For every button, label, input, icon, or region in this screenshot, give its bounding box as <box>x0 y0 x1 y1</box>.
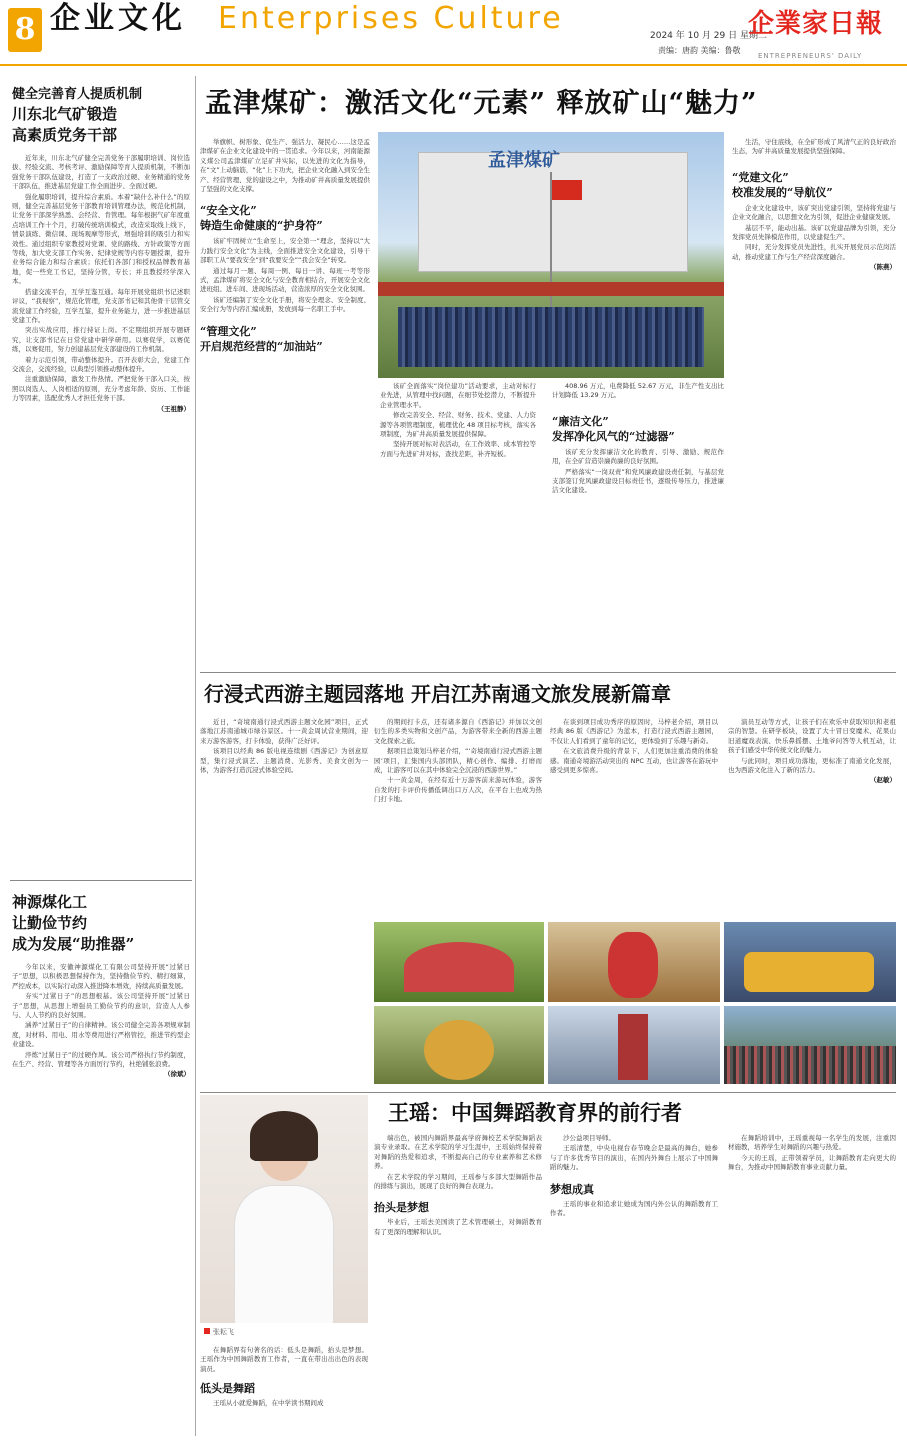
left1-headline-1: 健全完善育人提质机制 <box>12 87 143 102</box>
left1-headline-3: 高素质党务干部 <box>12 126 118 144</box>
middle-col4-para-2: 与此同时，项目成功落地，更标准了南通文化发展，也为西游文化注入了新的活力。 <box>728 756 896 775</box>
top-col3b-para-2: 严格落实“一岗双责”和党风廉政建设责任制，与基层党支部签订党风廉政建设目标责任书，逐级传导压力，推进廉洁文化建设。 <box>552 467 724 495</box>
top-sub3: “廉洁文化” <box>552 414 609 428</box>
bottom-headline: 王瑶：中国舞蹈教育界的前行者 <box>388 1100 682 1125</box>
park-photo-6 <box>724 1006 896 1084</box>
top-col-3 <box>552 382 724 497</box>
left1-para-3: 搭建交流平台，互学互鉴互通。每年开展党组织书记述职评议，“我视察”，规范化管理，党支部书记和其他骨干层管交流党建工作经验，互学互鉴，提升业务能力，进一步推进基层党建工作。 <box>12 287 190 324</box>
header-divider <box>0 64 907 66</box>
middle-col-1 <box>200 718 368 776</box>
top-col-2 <box>380 382 536 460</box>
top-col4-para: 生活，守住底线，在全矿形成了风清气正的良好政治生态，为矿井高质量发展提供坚强保障。 <box>732 138 896 156</box>
top-col2-para-3: 坚持开展对标对表活动，在工作效率、成本管控等方面与先进矿井对标，查找差距，补齐短板。 <box>380 440 536 458</box>
bottom-col-1 <box>200 1346 368 1410</box>
caption-marker-icon <box>204 1328 210 1334</box>
top-col2-para-2: 修改完善安全、经营、财务、技术、党建、人力资源等各项管理制度，梳理优化 48 项目标考核，落实各项制度，为矿井高质量发展提供保障。 <box>380 411 536 439</box>
left2-para-4: 淬炼“过紧日子”的过硬作风。该公司严格执行节约制度，在生产、经营、管理等各方面厉行节约，杜绝铺张浪费。 <box>12 1050 190 1069</box>
top-col4b-para-1: 企业文化建设中，该矿突出党建引领，坚持将党建与企业文化融合，以思想文化为引领，促进企业健康发展。 <box>732 203 896 222</box>
top-sub1: “安全文化” <box>200 204 257 218</box>
issue-date: 2024 年 10 月 29 日 星期二 <box>650 31 767 41</box>
left1-author: （王祖静） <box>157 404 190 413</box>
left2-para-1: 今年以来，安徽神源煤化工有限公司坚持开展“过紧日子”思想，以积极思想保持作为，坚持勤俭节约、精打细算，严控成本，以实际行动深入推进降本增效，持续高质量发展。 <box>12 963 190 990</box>
bottom-col-3 <box>550 1134 718 1219</box>
bottom-col3-para-1: 沙公益项目导师。 <box>563 1134 615 1142</box>
left-article-2 <box>12 892 190 1080</box>
top-sub4b: 校准发展的“导航仪” <box>732 185 833 199</box>
left2-author: （徐斌） <box>164 1070 190 1079</box>
bottom-col2-para-1: 端出色，被国内舞蹈界最高学府舞校艺术学院舞蹈表演专业录取。在艺术学院的学习生涯中，王瑶始终保持着对舞蹈的热爱和追求，不断提高自己的专业素养和艺术修养。 <box>374 1134 542 1171</box>
top-sub2: “管理文化” <box>200 324 257 338</box>
portrait-caption: 张耘飞 <box>213 1328 234 1336</box>
middle-col1-para-2: 该项目以经典 86 版电视连续剧《西游记》为创意原型，集行浸式演艺、主题消费、光影秀、美食文创为一体，为游客打造沉浸式体验空间。 <box>200 747 368 775</box>
top-col3-para: 408.96 万元，电费降低 52.67 万元，非生产性支出比计划降低 13.29 万元。 <box>552 382 724 400</box>
left-divider <box>10 880 192 881</box>
page-number: 8 <box>14 12 36 48</box>
newspaper-logo-en: ENTREPRENEURS' DAILY <box>758 52 863 60</box>
top-col1b-para-1: 该矿牢固树立“生命至上，安全第一”理念，坚持以“大力践行安全文化”为主线，全面推进安全文化建设，引导干部职工从“要我安全”到“我要安全”“我会安全”转变。 <box>200 237 370 265</box>
bottom-sub3: 梦想成真 <box>550 1182 594 1196</box>
park-photo-4 <box>374 1006 544 1084</box>
top-sub4: “党建文化” <box>732 170 789 184</box>
park-photo-2 <box>548 922 720 1002</box>
left2-headline-2: 让勤俭节约 <box>12 914 88 932</box>
left-article-1 <box>12 86 190 414</box>
left1-para-4: 突出实战应用，推行持证上岗。不定期组织开展专题研究，让支部书记在日常党建中研学研用。以赛促学，以赛促练，以赛促用，努力创建基层党支部建设的工作机制。 <box>12 326 190 354</box>
top-divider <box>200 672 896 673</box>
middle-col-4 <box>728 718 896 786</box>
left1-para-5: 着力示范引领，带动整体提升。召开表彰大会，党建工作交流会，交流经验，以典型引领推动整体提升。 <box>12 355 190 373</box>
left1-para-1: 近年来，川东北气矿健全完善党务干部履职培训、岗位选拔、经验交流、考核考评、激励保障等育人提质机制，不断加强党务干部队伍建设，打造了一支政治过硬、业务精通的党务干部队伍，推进基层党建工作全面进步、全面过硬。 <box>12 154 190 191</box>
bottom-col-2 <box>374 1134 542 1238</box>
middle-col-2 <box>374 718 542 806</box>
column-divider <box>195 76 196 1436</box>
portrait-caption-wrap <box>204 1328 234 1337</box>
park-photo-1 <box>374 922 544 1002</box>
bottom-col3-para-2: 王瑶清楚，中央电视台春节晚会是最高的舞台，她参与了许多优秀节目的演出，在国内外舞台上展示了中国舞蹈的魅力。 <box>550 1144 718 1172</box>
bottom-sub1: 低头是舞蹈 <box>200 1382 255 1396</box>
left1-headline-2: 川东北气矿锻造 <box>12 105 118 123</box>
middle-col4-para-1: 演员互动等方式，让孩子们在欢乐中获取知识和老祖宗的智慧。在研学板块，设置了大十冒日变魔术、花果山旧道魔戏表演、快乐鼻摇摆、土地爷问答等人机互动，让孩子们感受中华传统文化的魅力。 <box>728 718 896 755</box>
top-author: （陈燕） <box>870 263 896 272</box>
top-col-4 <box>732 138 896 273</box>
middle-headline: 行浸式西游主题园落地 开启江苏南通文旅发展新篇章 <box>204 682 671 706</box>
top-col1b-para-3: 该矿还编制了安全文化手册，将安全理念、安全制度、安全行为等内容汇编成册，发放到每一名职工手中。 <box>200 295 370 314</box>
middle-col3-para-2: 在文旅消费升级的背景下，人们更加注重消费的体验感。南通奇境游活动突出的 NPC 互动，也让游客在游玩中感受到更多惊喜。 <box>550 747 718 775</box>
top-sub2b: 开启规范经营的“加油站” <box>200 339 323 353</box>
top-col4b-para-3: 同时，充分发挥党员先进性，扎实开展党员示范岗活动，推动党建工作与生产经营深度融合。 <box>732 243 896 261</box>
bottom-sub2: 抬头是梦想 <box>374 1201 429 1215</box>
top-col-1 <box>200 138 370 354</box>
mine-photo-sign: 孟津煤矿 <box>488 150 560 171</box>
editors-line: 责编：唐韵 美编：鲁敬 <box>658 46 741 55</box>
bottom-col4-para-1: 在舞蹈培训中，王瑶重视每一名学生的发展，注重因材施教，培养学生对舞蹈的兴趣与热爱。 <box>728 1134 896 1152</box>
middle-col2-para-2: 据项目总策划马梓老介绍，“‘奇境南通行浸式西游主题园’项目，汇集国内头部团队，精心创作、编排、打磨而成，让游客可以在其中体验完全沉浸的西游世界。” <box>374 747 542 775</box>
theme-park-photo-grid <box>374 922 896 1084</box>
left1-para-6: 注重激励保障，激发工作热情。严把党务干部入口关，按照以岗选人、人岗相适的原则，充分考虑年龄、资历、工作能力等因素，选配优秀人才担任党务干部。 <box>12 375 190 403</box>
middle-col3-para-1: 在谈到项目成功秀序的原因时，马梓老介绍，项目以经典 86 版《西游记》为蓝本，打造行浸式西游主题园，不仅让人们看到了童年的记忆，更体验到了乐趣与新奇。 <box>550 718 718 745</box>
left2-para-3: 涵养“过紧日子”的自律精神。该公司健全完善各项规章制度，对材料、用电、用水等费用进行严格管控，推进节约型企业建设。 <box>12 1021 190 1049</box>
top-headline: 孟津煤矿：激活文化“元素” 释放矿山“魅力” <box>205 88 758 119</box>
section-title-cn: 企业文化 <box>50 1 186 36</box>
bottom-col1b-para: 王瑶从小就爱舞蹈，在中学读书期间成 <box>213 1399 324 1408</box>
bottom-col-4 <box>728 1134 896 1174</box>
top-col2-para-1: 该矿全面落实“岗位建功”活动要求，主动对标行业先进，从管理中找问题，在细节处挖潜力，不断提升企业管理水平。 <box>380 382 536 409</box>
bottom-col4-para-2: 今天的王瑶，正带领着学员，让舞蹈教育走向更大的舞台，为推动中国舞蹈教育事业贡献力量。 <box>728 1153 896 1172</box>
mine-flag-ceremony-photo <box>378 132 724 378</box>
bottom-col2b-para: 毕业后，王瑶去美国读了艺术管理硕士，对舞蹈教育有了更深的理解和认识。 <box>374 1218 542 1236</box>
top-col1-para: 举旗帜、树形象、促生产、强活力、凝民心……这是孟津煤矿在企业文化建设中的一贯追求。今年以来，河南能源义煤公司孟津煤矿立足矿井实际，以先进的文化为指导，在“文”上动脑筋，“化”上下功夫，把企业文化融入到安全生产、经营管理、党的建设之中，为推动矿井高质量发展提供了坚强的文化支撑。 <box>200 138 370 194</box>
top-sub1b: 铸造生命健康的“护身符” <box>200 219 323 233</box>
middle-col2-para-1: 的期间打卡点，还有诸多源自《西游记》并加以文创衍生的多类实物和文创产品，为游客带来全新的西游主题文化探索之旅。 <box>374 718 542 745</box>
park-photo-5 <box>548 1006 720 1084</box>
portrait-photo <box>200 1095 368 1323</box>
bottom-col1-para: 在舞蹈界有句著名的话：低头是舞蹈，抬头是梦想。王瑶作为中国舞蹈教育工作者，一直在带出出出色的表现演员。 <box>200 1346 368 1373</box>
section-title-en: Enterprises Culture <box>218 1 564 36</box>
top-col1b-para-2: 通过每月一题、每周一例、每日一讲、每班一考等形式，孟津煤矿将安全文化与安全教育相结合，开展安全文化进班组、进车间、进现场活动，营造浓厚的安全文化氛围。 <box>200 266 370 294</box>
left1-para-2: 强化履职培训，提升综合素质。本着“缺什么补什么”的原则，健全完善基层党务干部教育培训管理办法，规范化机制，让党务干部深学熟悉、会经营、肯管理。每年根据气矿年度重点培训工作十个月，打破传统培训模式，改造采取线上线下，情景演练、微信课、现场观摩等形式，增强培训的吸引力和实效性。通过组织专家教授对党课、党的路线、方针政策等方面等线，加大党支部工作实务、纪律党规等内容专题授课，提升业务综合能力和综合素质；依托们各部门和授权品牌教育基地，促一些党工书记，坚持分管，专长；并且教授经学深入本。 <box>12 192 190 286</box>
middle-author: （赵敏） <box>870 776 896 785</box>
left2-headline-3: 成为发展“助推器” <box>12 935 135 953</box>
top-col4b-para-2: 基层不平，能动出基。该矿以党建品牌为引领，充分发挥党员先锋模范作用，以党建促生产。 <box>732 223 896 242</box>
bottom-col2-para-2: 在艺术学院的学习期间，王瑶参与多部大型舞蹈作品的排练与演出，展现了良好的舞台表现力。 <box>374 1172 542 1191</box>
middle-col1-para-1: 近日，“奇境南通行浸式西游主题文化园”项目，正式落地江苏南通城市绿谷景区。十一黄金周试营业期间，迎来万游客游客，打卡体验，获得广泛好评。 <box>200 718 368 745</box>
middle-col2-para-3: 十一黄金周，在经有近十万游客前来游玩体验，游客自发的打卡评价传播低调出口万人次，在平台上也成为热门打卡地。 <box>374 776 542 804</box>
bottom-col3b-para: 王瑶的事业和追求让她成为国内外公认的舞蹈教育工作者。 <box>550 1199 718 1218</box>
park-photo-3 <box>724 922 896 1002</box>
middle-divider <box>200 1092 896 1093</box>
left2-headline-1: 神源煤化工 <box>12 893 88 911</box>
newspaper-logo: 企業家日報 <box>748 9 884 39</box>
left2-para-2: 夯实“过紧日子”的思想根基。该公司坚持开展“过紧日子”思想，从思想上增强员工勤俭节约的意识，营造人人参与、人人节约的良好氛围。 <box>12 992 190 1020</box>
top-col3b-para-1: 该矿充分发挥廉洁文化的教育、引导、激励、规范作用，在全矿营造崇廉尚廉的良好氛围。 <box>552 447 724 466</box>
top-sub3b: 发挥净化风气的“过滤器” <box>552 429 675 443</box>
middle-col-3 <box>550 718 718 776</box>
page-number-badge <box>8 8 42 52</box>
